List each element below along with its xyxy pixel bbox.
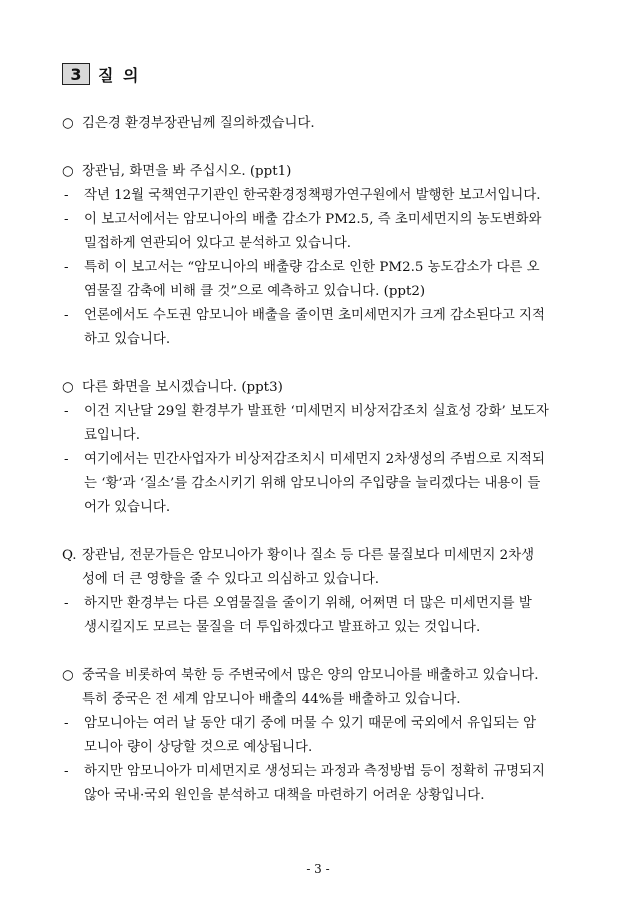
dash-marker <box>62 232 84 256</box>
dash-marker <box>62 784 84 808</box>
sub-item-line <box>62 592 582 616</box>
sub-item-line <box>62 184 582 208</box>
section-number-box: 3 <box>62 63 90 85</box>
sub-item-line <box>62 280 582 304</box>
sub-item-line <box>62 616 582 640</box>
sub-item-line <box>62 304 582 328</box>
section-title: 질 의 <box>98 65 141 85</box>
question-marker <box>62 568 82 592</box>
sub-item-text: 염물질 감축에 비해 클 것”으로 예측하고 있습니다. (ppt2) <box>84 284 426 299</box>
paragraph-line <box>62 112 582 136</box>
sub-item-text: 특히 이 보고서는 “암모니아의 배출량 감소로 인한 PM2.5 농도감소가 다른 오 <box>84 260 540 275</box>
sub-item-line <box>62 400 582 424</box>
sub-item-line <box>62 328 582 352</box>
dash-marker <box>62 328 84 352</box>
sub-item-line <box>62 424 582 448</box>
sub-item-text: 언론에서도 수도권 암모니아 배출을 줄이면 초미세먼지가 크게 감소된다고 지적 <box>84 308 545 323</box>
dash-marker <box>62 280 84 304</box>
paragraph-text: 특히 중국은 전 세계 암모니아 배출의 44%를 배출하고 있습니다. <box>82 692 461 707</box>
sub-item-text: 밀접하게 연관되어 있다고 분석하고 있습니다. <box>84 236 352 251</box>
dash-marker: - <box>64 308 69 323</box>
circle-bullet-marker: ○ <box>62 116 74 131</box>
paragraph-block <box>62 544 582 640</box>
sub-item-line <box>62 472 582 496</box>
paragraph-text: 장관님, 화면을 봐 주십시오. (ppt1) <box>82 164 292 179</box>
dash-marker: - <box>64 596 69 611</box>
sub-item-text: 하지만 환경부는 다른 오염물질을 줄이기 위해, 어쩌면 더 많은 미세먼지를 발 <box>84 596 532 611</box>
sub-item-line <box>62 712 582 736</box>
sub-item-line <box>62 256 582 280</box>
sub-item-line <box>62 784 582 808</box>
paragraph-line <box>62 568 582 592</box>
paragraph-line <box>62 376 582 400</box>
sub-item-text: 이 보고서에서는 암모니아의 배출 감소가 PM2.5, 즉 초미세먼지의 농도변화와 <box>84 212 542 227</box>
section-heading <box>62 62 140 86</box>
circle-bullet-marker: ○ <box>62 164 74 179</box>
paragraph-text: 성에 더 큰 영향을 줄 수 있다고 의심하고 있습니다. <box>82 572 380 587</box>
sub-item-line <box>62 760 582 784</box>
sub-item-text: 어가 있습니다. <box>84 500 171 515</box>
sub-item-text: 않아 국내·국외 원인을 분석하고 대책을 마련하기 어려운 상황입니다. <box>84 788 485 803</box>
sub-item-text: 생시킬지도 모르는 물질을 더 투입하겠다고 발표하고 있는 것입니다. <box>84 620 481 635</box>
dash-marker: - <box>64 764 69 779</box>
sub-item-line <box>62 232 582 256</box>
dash-marker <box>62 472 84 496</box>
dash-marker <box>62 616 84 640</box>
sub-item-line <box>62 448 582 472</box>
dash-marker: - <box>64 404 69 419</box>
sub-item-text: 작년 12월 국책연구기관인 한국환경정책평가연구원에서 발행한 보고서입니다. <box>84 188 541 203</box>
sub-item-text: 이건 지난달 29일 환경부가 발표한 ‘미세먼지 비상저감조치 실효성 강화’ 보도자 <box>84 404 549 419</box>
page-number: - 3 - <box>306 862 330 876</box>
paragraph-block <box>62 112 582 136</box>
circle-bullet-marker: ○ <box>62 668 74 683</box>
sub-item-line <box>62 496 582 520</box>
paragraph-block <box>62 160 582 352</box>
paragraph-text: 김은경 환경부장관님께 질의하겠습니다. <box>82 116 315 131</box>
dash-marker: - <box>64 212 69 227</box>
dash-marker: - <box>64 452 69 467</box>
dash-marker: - <box>64 188 69 203</box>
dash-marker <box>62 424 84 448</box>
paragraph-line <box>62 160 582 184</box>
dash-marker <box>62 736 84 760</box>
sub-item-line <box>62 736 582 760</box>
paragraph-text: 다른 화면을 보시겠습니다. (ppt3) <box>82 380 283 395</box>
dash-marker: - <box>64 716 69 731</box>
question-marker: Q. <box>62 548 77 563</box>
paragraph-line <box>62 688 582 712</box>
paragraph-line <box>62 664 582 688</box>
sub-item-line <box>62 208 582 232</box>
document-body <box>62 112 582 832</box>
sub-item-text: 모니아 량이 상당할 것으로 예상됩니다. <box>84 740 313 755</box>
paragraph-text: 중국을 비롯하여 북한 등 주변국에서 많은 양의 암모니아를 배출하고 있습니다. <box>82 668 539 683</box>
sub-item-text: 여기에서는 민간사업자가 비상저감조치시 미세먼지 2차생성의 주범으로 지적되 <box>84 452 545 467</box>
sub-item-text: 료입니다. <box>84 428 140 443</box>
paragraph-text: 장관님, 전문가들은 암모니아가 황이나 질소 등 다른 물질보다 미세먼지 2차생 <box>82 548 535 563</box>
sub-item-text: 암모니아는 여러 날 동안 대기 중에 머물 수 있기 때문에 국외에서 유입되는 암 <box>84 716 537 731</box>
dash-marker: - <box>64 260 69 275</box>
paragraph-block <box>62 376 582 520</box>
circle-bullet-marker: ○ <box>62 380 74 395</box>
dash-marker <box>62 496 84 520</box>
sub-item-text: 하고 있습니다. <box>84 332 171 347</box>
sub-item-text: 는 ‘황’과 ‘질소’를 감소시키기 위해 암모니아의 주입량을 늘리겠다는 내용이 들 <box>84 476 541 491</box>
paragraph-block <box>62 664 582 808</box>
circle-bullet-marker <box>62 688 82 712</box>
paragraph-line <box>62 544 582 568</box>
sub-item-text: 하지만 암모니아가 미세먼지로 생성되는 과정과 측정방법 등이 정확히 규명되지 <box>84 764 545 779</box>
